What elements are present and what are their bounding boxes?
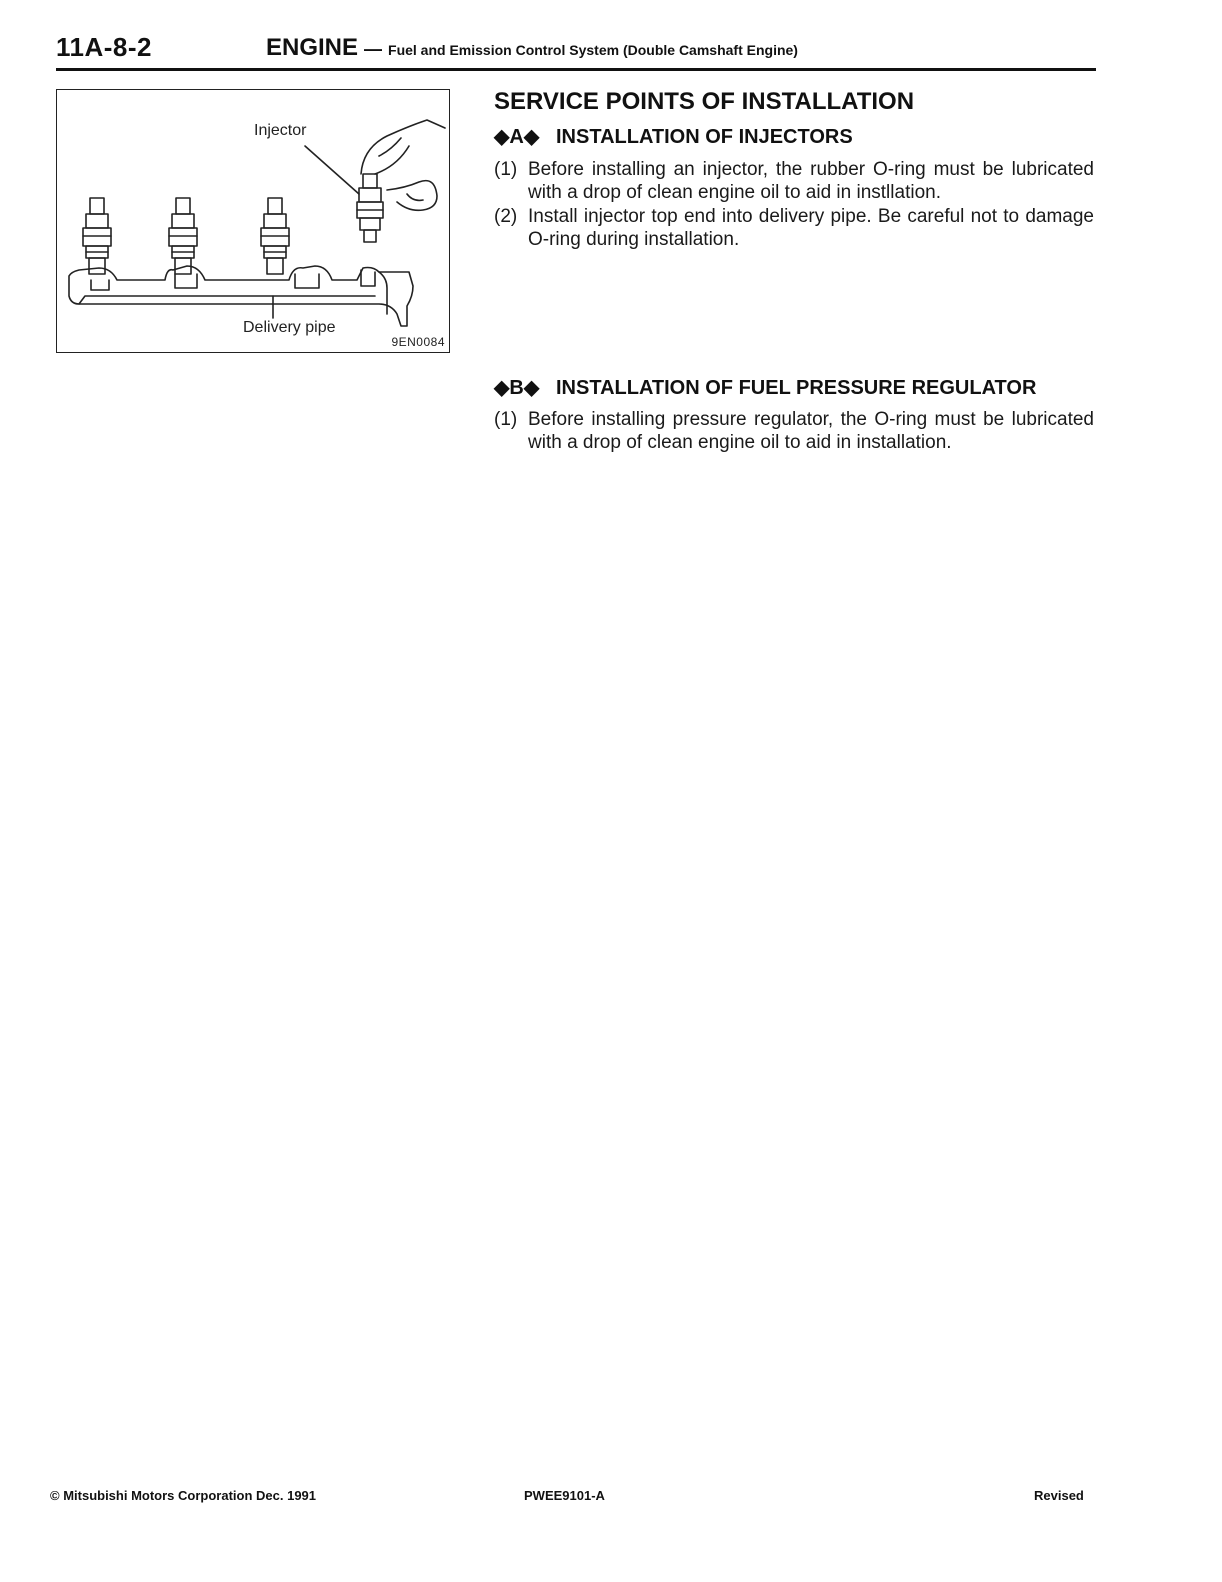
page-header — [56, 30, 1096, 70]
injector-2-shape — [169, 198, 197, 274]
injector-3-shape — [261, 198, 289, 274]
header-title — [266, 34, 798, 62]
sub-heading-a — [494, 124, 853, 149]
port-4 — [361, 270, 375, 286]
item-number: (1) — [494, 159, 518, 180]
sub-heading-b-title: INSTALLATION OF FUEL PRESSURE REGULATOR — [556, 377, 1037, 399]
item-number: (1) — [494, 409, 518, 430]
item-number: (2) — [494, 206, 518, 227]
delivery-pipe-bottom-line — [79, 296, 375, 304]
item-text: Install injector top end into delivery pipe. Be careful not to damage O-ring during installation. — [528, 206, 1094, 250]
list-item — [494, 408, 1094, 478]
injector-figure — [56, 89, 450, 353]
port-2 — [175, 274, 197, 288]
delivery-pipe-end — [379, 272, 387, 314]
service-point-mark-b: ◆B◆ — [494, 377, 540, 399]
list-item — [494, 158, 1094, 204]
page-number: 11A-8-2 — [56, 32, 152, 62]
item-text: Before installing pressure regulator, the O-ring must be lubricated with a drop of clean engine oil to aid in installation. — [528, 409, 1094, 453]
injector-label: Injector — [254, 122, 307, 139]
injector-delivery-pipe-illustration — [57, 90, 449, 352]
sub-heading-a-title: INSTALLATION OF INJECTORS — [556, 126, 853, 148]
port-3 — [295, 274, 319, 288]
port-1 — [91, 280, 109, 290]
list-item — [494, 205, 1094, 251]
item-text: Before installing an injector, the rubber O-ring must be lubricated with a drop of clean engine oil to aid in instllation. — [528, 159, 1094, 203]
injector-in-hand-shape — [357, 174, 383, 242]
chapter-subtitle: Fuel and Emission Control System (Double Camshaft Engine) — [388, 42, 798, 58]
service-point-mark-a: ◆A◆ — [494, 126, 540, 148]
header-rule — [56, 68, 1096, 71]
header-dash: — — [364, 39, 383, 59]
injector-1-shape — [83, 198, 111, 274]
delivery-pipe-label: Delivery pipe — [243, 319, 336, 336]
section-title: SERVICE POINTS OF INSTALLATION — [494, 88, 915, 115]
footer-copyright: © Mitsubishi Motors Corporation Dec. 1991 — [50, 1488, 317, 1503]
footer-doc-code: PWEE9101-A — [524, 1488, 605, 1503]
injector-leader-line — [305, 146, 359, 194]
sub-heading-b — [494, 375, 1036, 400]
figure-code: 9EN0084 — [391, 335, 445, 349]
chapter-title: ENGINE — [266, 34, 359, 61]
footer-status: Revised — [1034, 1488, 1084, 1503]
hand-outline — [361, 120, 445, 210]
